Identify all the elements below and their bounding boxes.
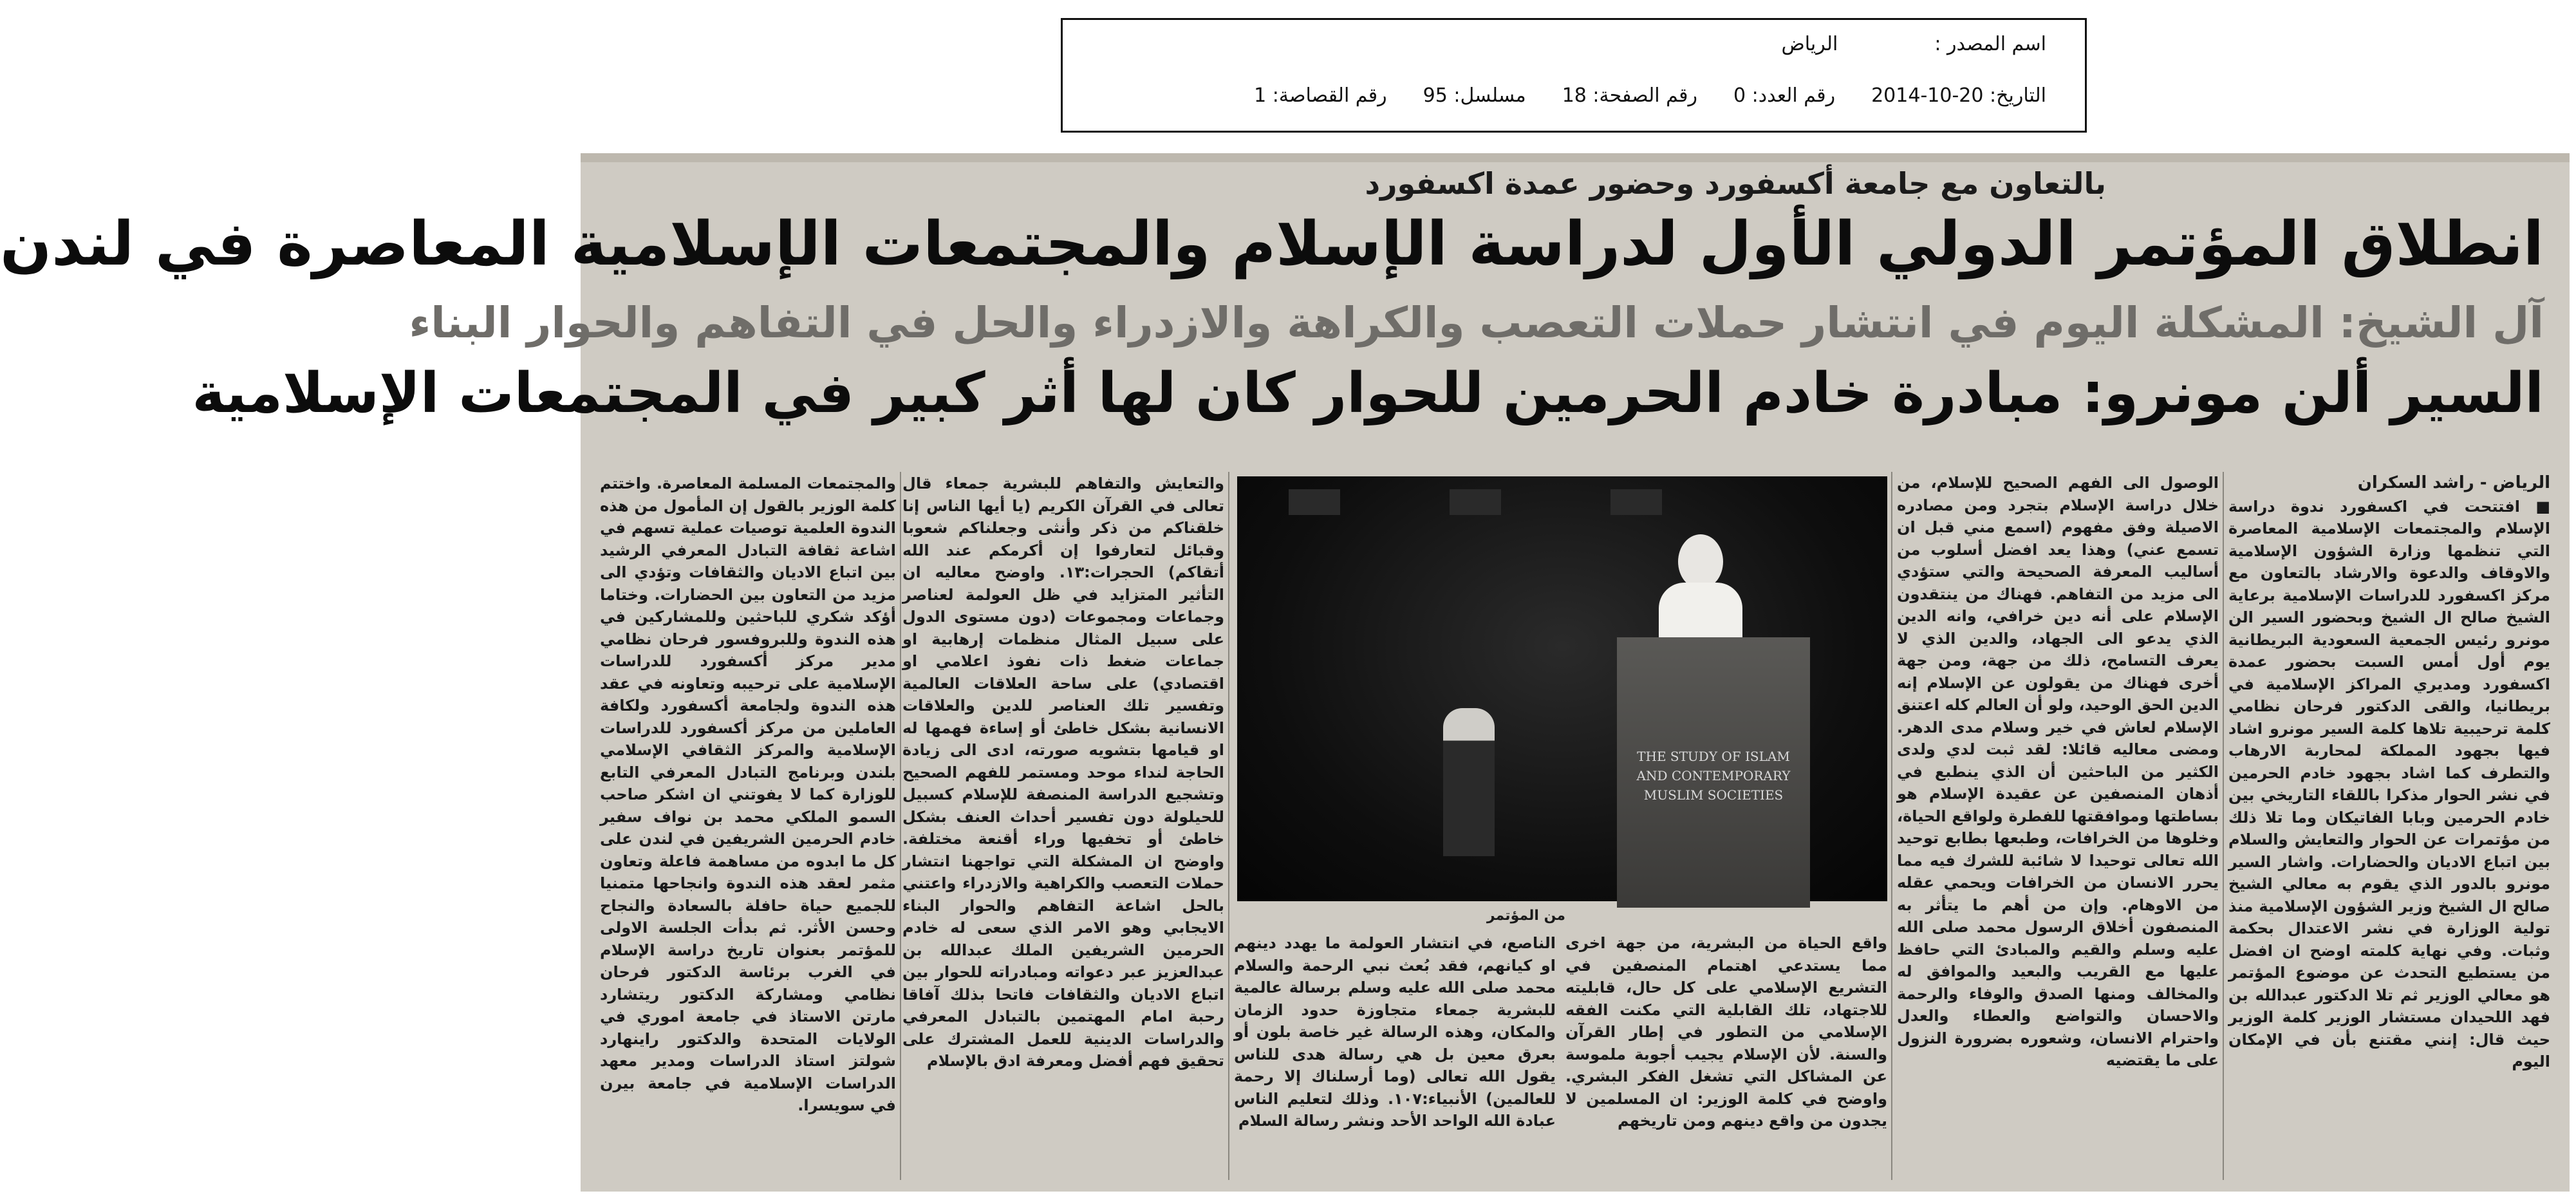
page-field: رقم الصفحة: 18 [1562,84,1697,107]
column-text-6: والمجتمعات المسلمة المعاصرة. واختتم كلمة الوزير بالقول إن المأمول من هذه الندوة العلمية توصيات عملية تسهم في اشاعة ثقافة التبادل المعرفي الرشيد بين اتباع الاديان والثقافات وتؤدي الى مزيد من التعاون بين الحضارات. وختاما أؤكد شكري للباحثين وللمشاركين في هذه الندوة وللبروفسور فرحان نظامي مدير مركز أكسفورد للدراسات الإسلامية على ترحيبه وتعاونه في عقد هذه الندوة ولجامعة أكسفورد ولكافة العاملين من مركز أكسفورد للدراسات الإسلامية والمركز الثقافي الإسلامي بلندن وبرنامج التبادل المعرفي التابع للوزارة كما لا يفوتني ان اشكر صاحب السمو الملكي محمد بن نواف سفير خادم الحرمين الشريفين في لندن على كل ما ابدوه من مساهمة فاعلة وتعاون مثمر لعقد هذه الندوة وانجاحها متمنيا للجميع حياة حافلة بالسعادة والنجاح وحسن الأثر. ثم بدأت الجلسة الاولى للمؤتمر بعنوان تاريخ دراسة الإسلام في الغرب برئاسة الدكتور فرحان نظامي ومشاركة الدكتور ريتشارد مارتن الاستاذ في جامعة اموري في الولايات المتحدة والدكتور راينهارد شولتز استاذ الدراسات ومدير معهد الدراسات الإسلامية في جامعة بيرن في سويسرا. [600,474,896,1114]
subheadline-2: السير ألن مونرو: مبادرة خادم الحرمين للحوار كان لها أثر كبير في المجتمعات الإسلامية [192,361,2544,426]
column-text-4: الناصع، في انتشار العولمة ما يهدد دينهم او كيانهم، فقد بُعث نبي الرحمة والسلام محمد صلى الله عليه وسلم برسالة عالمية للبشرية جمعاء متجاوزة حدود الزمان والمكان، وهذه الرسالة غير خاصة بلون أو بعرق معين بل هي رسالة هدى للناس يقول الله تعالى (وما أرسلناك إلا رحمة للعالمين) الأنبياء:١٠٧. وذلك لتعليم الناس عبادة الله الواحد الأحد ونشر رسالة السلام [1234,934,1556,1130]
column-rule [1228,472,1229,1180]
date-field: التاريخ: 20-10-2014 [1871,84,2046,107]
kicker: بالتعاون مع جامعة أكسفورد وحضور عمدة اكسفورد [1365,166,2106,201]
banner [1289,489,1340,515]
column-rule [2223,472,2224,1180]
clip-number-field: رقم القصاصة: 1 [1254,84,1387,107]
column-text-5: والتعايش والتفاهم للبشرية جمعاء قال تعالى في القرآن الكريم (يا أيها الناس إنا خلقناكم من ذكر وأنثى وجعلناكم شعوبا وقبائل لتعارفوا إن أكرمكم عند الله أتقاكم) الحجرات:١٣. واوضح معاليه ان التأثير المتزايد في ظل العولمة لعناصر وجماعات ومجموعات (دون مستوى الدول على سبيل المثال منظمات إرهابية او جماعات ضغط ذات نفوذ اعلامي او اقتصادي) على ساحة العلاقات العالمية وتفسير تلك العناصر للدين والعلاقات الانسانية بشكل خاطئ أو إساءة فهمها له او قيامها بتشويه صورته، ادى الى زيادة الحاجة لنداء موحد ومستمر للفهم الصحيح وتشجيع الدراسة المنصفة للإسلام كسبيل للحيلولة دون تفسير أحداث العنف بشكل خاطئ أو تخفيها وراء أقنعة مختلفة. واوضح ان المشكلة التي تواجهنا انتشار حملات التعصب والكراهية والازدراء واعتني بالحل اشاعة التفاهم والحوار البناء الايجابي وهو الامر الذي سعى له خادم الحرمين الشريفين الملك عبدالله بن عبدالعزيز عبر دعواته ومبادراته للحوار بين اتباع الاديان والثقافات فاتحا بذلك آفاقا رحبة امام المهتمين بالتبادل المعرفي والدراسات الدينية للعمل المشترك على تحقيق فهم أفضل ومعرفة ادق بالإسلام [902,474,1225,1070]
details-row [1254,84,2046,107]
source-value: الرياض [1781,33,1838,55]
byline: الرياض - راشد السكران [2357,473,2550,492]
column-text-3: واقع الحياة من البشرية، من جهة اخرى مما يستدعي اهتمام المنصفين في التشريع الإسلامي على كل حال، قابليته للاجتهاد، تلك القابلية التي مكنت الفقه الإسلامي من التطور في إطار القرآن والسنة. لأن الإسلام يجيب أجوبة ملموسة عن المشاكل التي تشغل الفكر البشري. واوضح في كلمة الوزير: ان المسلمين لا يجدون من واقع دينهم ومن تاريخهم [1565,934,1887,1130]
article-column-6 [600,473,896,1181]
source-label: اسم المصدر : [1934,33,2046,55]
source-row [1782,33,2046,55]
article-column-1 [2228,472,2550,1180]
banner [1450,489,1501,515]
issue-field: رقم العدد: 0 [1733,84,1836,107]
headline: انطلاق المؤتمر الدولي الأول لدراسة الإسلام والمجتمعات الإسلامية المعاصرة في لندن [0,209,2544,279]
podium-text: THE STUDY OF ISLAM AND CONTEMPORARY MUSLIM SOCIETIES [1636,749,1791,803]
article-column-5 [902,473,1224,1181]
seated-person [1443,708,1495,856]
newspaper-clipping [0,153,2570,1192]
column-rule [1891,472,1892,1180]
clipping-info-box [1061,18,2087,133]
banner [1610,489,1662,515]
photo-caption: من المؤتمر [1486,908,1565,924]
subheadline-1: آل الشيخ: المشكلة اليوم في انتشار حملات التعصب والكراهة والازدراء والحل في التفاهم والحوار البناء [409,298,2544,348]
column-rule [900,472,901,1180]
article-column-2 [1897,472,2219,1180]
serial-field: مسلسل: 95 [1423,84,1526,107]
speaker-head [1678,534,1723,589]
podium [1617,637,1810,908]
column-text-2: الوصول الى الفهم الصحيح للإسلام، من خلال دراسة الإسلام بتجرد ومن مصادره الاصيلة وفق مفهوم (اسمع مني قبل ان تسمع عني) وهذا يعد افضل أسلوب من أساليب المعرفة الصحيحة والتي ستؤدي الى مزيد من التفاهم. فهناك من ينتقدون الإسلام على أنه دين خرافي، وانه الدين الذي يدعو الى الجهاد، والدين الذي لا يعرف التسامح، ذلك من جهة، ومن جهة أخرى فهناك من يقولون عن الإسلام إنه الدين الحق الوحيد، ولو أن العالم كله اعتنق الإسلام لعاش في خير وسلام مدى الدهر. ومضى معاليه قائلا: لقد ثبت لدي ولدى الكثير من الباحثين أن الذي ينطبع في أذهان المنصفين عن عقيدة الإسلام هو بساطتها وموافقتها للفطرة ولواقع الحياة، وخلوها من الخرافات، وطبعها بطابع توحيد الله تعالى توحيدا لا شائبة للشرك فيه مما يحرر الانسان من الخرافات ويحمي عقله من الاوهام. وإن من أهم ما يتأثر به المنصفون أخلاق الرسول محمد صلى الله عليه وسلم والقيم والمبادئ التي حافظ عليها مع القريب والبعيد والموافق له والمخالف ومنها الصدق والوفاء والرحمة والاحسان والتواضع والعطاء والعدل واحترام الانسان، وشعوره بضرورة النزول على ما يقتضيه [1897,474,2219,1069]
article-column-3 [1565,932,1887,1180]
column-text-1: ■ افتتحت في اكسفورد ندوة دراسة الإسلام والمجتمعات الإسلامية المعاصرة التي تنظمها وزارة الشؤون الإسلامية والاوقاف والدعوة والارشاد بالتعاون مع مركز اكسفورد للدراسات الإسلامية برعاية الشيخ صالح ال الشيخ وبحضور السير الن مونرو رئيس الجمعية السعودية البريطانية يوم أول أمس السبت بحضور عمدة اكسفورد ومديري المراكز الإسلامية في بريطانيا، والقى الدكتور فرحان نظامي كلمة ترحيبية تلاها كلمة السير مونرو اشاد فيها بجهود المملكة لمحاربة الارهاب والتطرف كما اشاد بجهود خادم الحرمين في نشر الحوار مذكرا باللقاء التاريخي بين خادم الحرمين وبابا الفاتيكان وما تلا ذلك من مؤتمرات عن الحوار والتعايش والسلام بين اتباع الاديان والحضارات. واشار السير مونرو بالدور الذي يقوم به معالي الشيخ صالح ال الشيخ وزير الشؤون الإسلامية منذ تولية الوزارة في نشر الاعتدال بحكمة وثبات. وفي نهاية كلمته اوضح ان افضل من يستطيع التحدث عن موضوع المؤتمر هو معالي الوزير ثم تلا الدكتور عبدالله بن فهد اللحيدان مستشار الوزير كلمة الوزير حيث قال: إنني مقتنع بأن في الإمكان اليوم [2228,497,2550,1071]
conference-photo [1237,476,1887,901]
article-column-4 [1234,932,1556,1180]
